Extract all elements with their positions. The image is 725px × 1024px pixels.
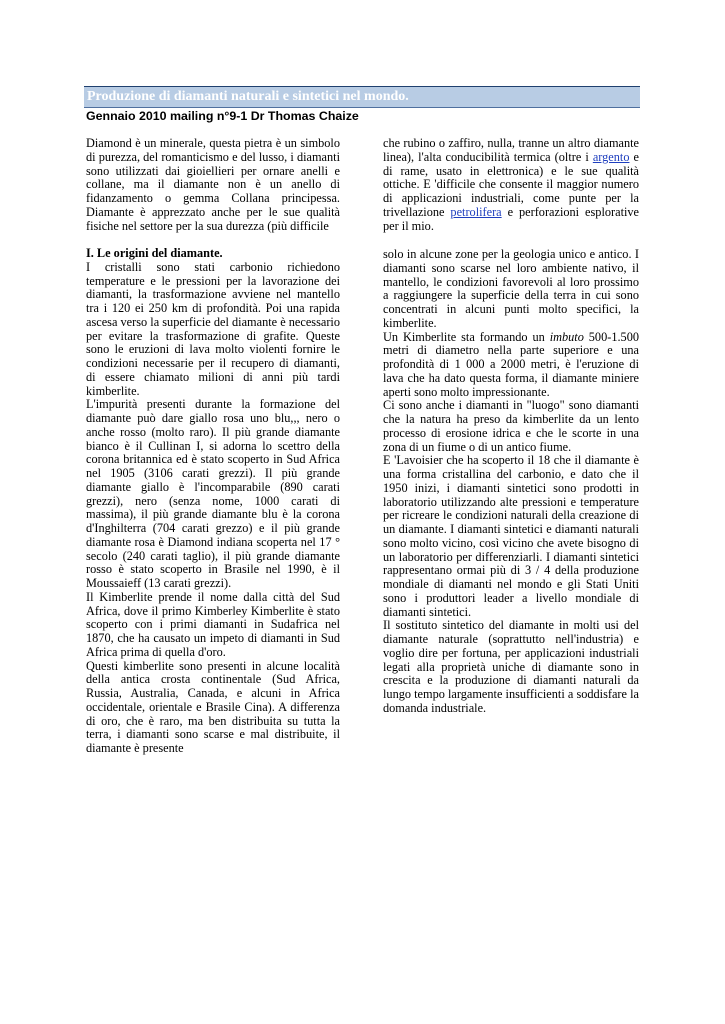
- paragraph: Ci sono anche i diamanti in "luogo" sono diamanti che la natura ha preso da kimberlite da un lento processo di erosione idrica e che le scorte in una zona di un fiume o di un antico fiume.: [383, 398, 639, 454]
- paragraph: che rubino o zaffiro, nulla, tranne un altro diamante linea), l'alta conducibilità termica (oltre i argento e di rame, usato in elettronica) e le sue qualità ottiche. E 'difficile che consente il maggior numero di applicazioni industriali, come punte per la trivellazione petrolifera e perforazioni esplorative per il mio.: [383, 136, 640, 233]
- link-argento[interactable]: argento: [592, 149, 630, 164]
- left-column: [86, 137, 340, 756]
- paragraph: solo in alcune zone per la geologia unico e antico. I diamanti sono scarse nel loro ambiente nativo, il mantello, le condizioni favorevoli al loro prossimo a raggiungere la superficie della terra in cui sono concentrati in alcuni punti molto specifici, la kimberlite.: [383, 247, 639, 330]
- document-subtitle: Gennaio 2010 mailing n°9-1 Dr Thomas Chaize: [86, 109, 359, 123]
- right-column: [383, 248, 639, 716]
- paragraph: E 'Lavoisier che ha scoperto il 18 che il diamante è una forma cristallina del carbonio, e dato che il 1950 inizi, i diamanti sintetici sono prodotti in laboratorio utilizzando alte pressioni e temperature per ricreare le condizioni naturali della creazione di un diamante. I diamanti sintetici e diamanti naturali sono molto vicino, così vicino che avete bisogno di un laboratorio per differenziarli. I diamanti sintetici rappresentano ormai più di 3 / 4 della produzione mondiale di diamanti nel mondo e gli Stati Uniti sono i produttori leader a livello mondiale di diamanti sintetici.: [383, 453, 639, 619]
- title-bar: [84, 86, 640, 108]
- paragraph: L'impurità presenti durante la formazione del diamante può dare giallo rosa uno blu,,, nero o anche rosso (molto raro). Il più grande diamante bianco è il Cullinan I, si adorna lo scettro della corona britannica ed è stato scoperto in Sud Africa nel 1905 (3106 carati grezzi). Il più grande diamante giallo è l'incomparabile (890 carati grezzi), nero (senza nome, 1000 carati di massima), il più grande diamante blu è la corona d'Inghilterra (704 carati grezzo) e il più grande diamante rosa è Diamond indiana scoperta nel 17 ° secolo (240 carati taglio), il più grande diamante rosso è stato scoperto in Brasile nel 1990, è il Moussaieff (13 carati grezzi).: [86, 397, 340, 590]
- intro-paragraph: Diamond è un minerale, questa pietra è un simbolo di purezza, del romanticismo e del lusso, i diamanti sono utilizzati dai gioiellieri per ornare anelli e collane, ma il diamante non è un anello di fidanzamento o gemma Collana principessa. Diamante è apprezzato anche per le sue qualità fisiche nel settore per la sua durezza (più difficile: [86, 136, 340, 233]
- paragraph: Il sostituto sintetico del diamante in molti usi del diamante naturale (soprattutto nell'industria) e voglio dire per fortuna, per applicazioni industriali legati alla proprietà uniche di diamante sono in crescita e la produzione di diamanti naturali da lungo tempo largamente insufficienti a soddisfare la domanda industriale.: [383, 618, 639, 715]
- right-column-top: [383, 137, 639, 233]
- paragraph: Il Kimberlite prende il nome dalla città del Sud Africa, dove il primo Kimberley Kimberlite è stato scoperto con i primi diamanti in Sudafrica nel 1870, che ha causato un impeto di diamanti in Sud Africa prima di quella d'oro.: [86, 589, 340, 659]
- link-petrolifera[interactable]: petrolifera: [450, 204, 502, 219]
- section-heading: I. Le origini del diamante.: [86, 246, 223, 260]
- paragraph: Un Kimberlite sta formando un imbuto 500-1.500 metri di diametro nella parte superiore e una profondità di 1 000 a 2000 metri, è l'eruzione di lava che ha dato questa forma, il diamante miniere aperti sono molto impressionante.: [383, 329, 639, 399]
- document-title: Produzione di diamanti naturali e sintetici nel mondo.: [87, 89, 409, 104]
- paragraph: I cristalli sono stati carbonio richiedono temperature e le pressioni per la lavorazione dei diamanti, la trasformazione avviene nel mantello tra i 120 ei 250 km di profondità. Poi una rapida ascesa verso la superficie del diamante è necessario per evitare la trasformazione di grafite. Queste sono le eruzioni di lava molto violenti fornire le condizioni necessarie per il recupero di diamanti, di essere chiamato milioni di anni più tardi kimberlite.: [86, 259, 340, 398]
- paragraph: Questi kimberlite sono presenti in alcune località della antica crosta continentale (Sud Africa, Russia, Australia, Canada, e alcuni in Africa occidentale, orientale e Brasile Cina). A differenza di oro, che è raro, ma ben distribuita su tutta la terra, i diamanti sono scarse e mal distribuite, il diamante è presente: [86, 658, 340, 755]
